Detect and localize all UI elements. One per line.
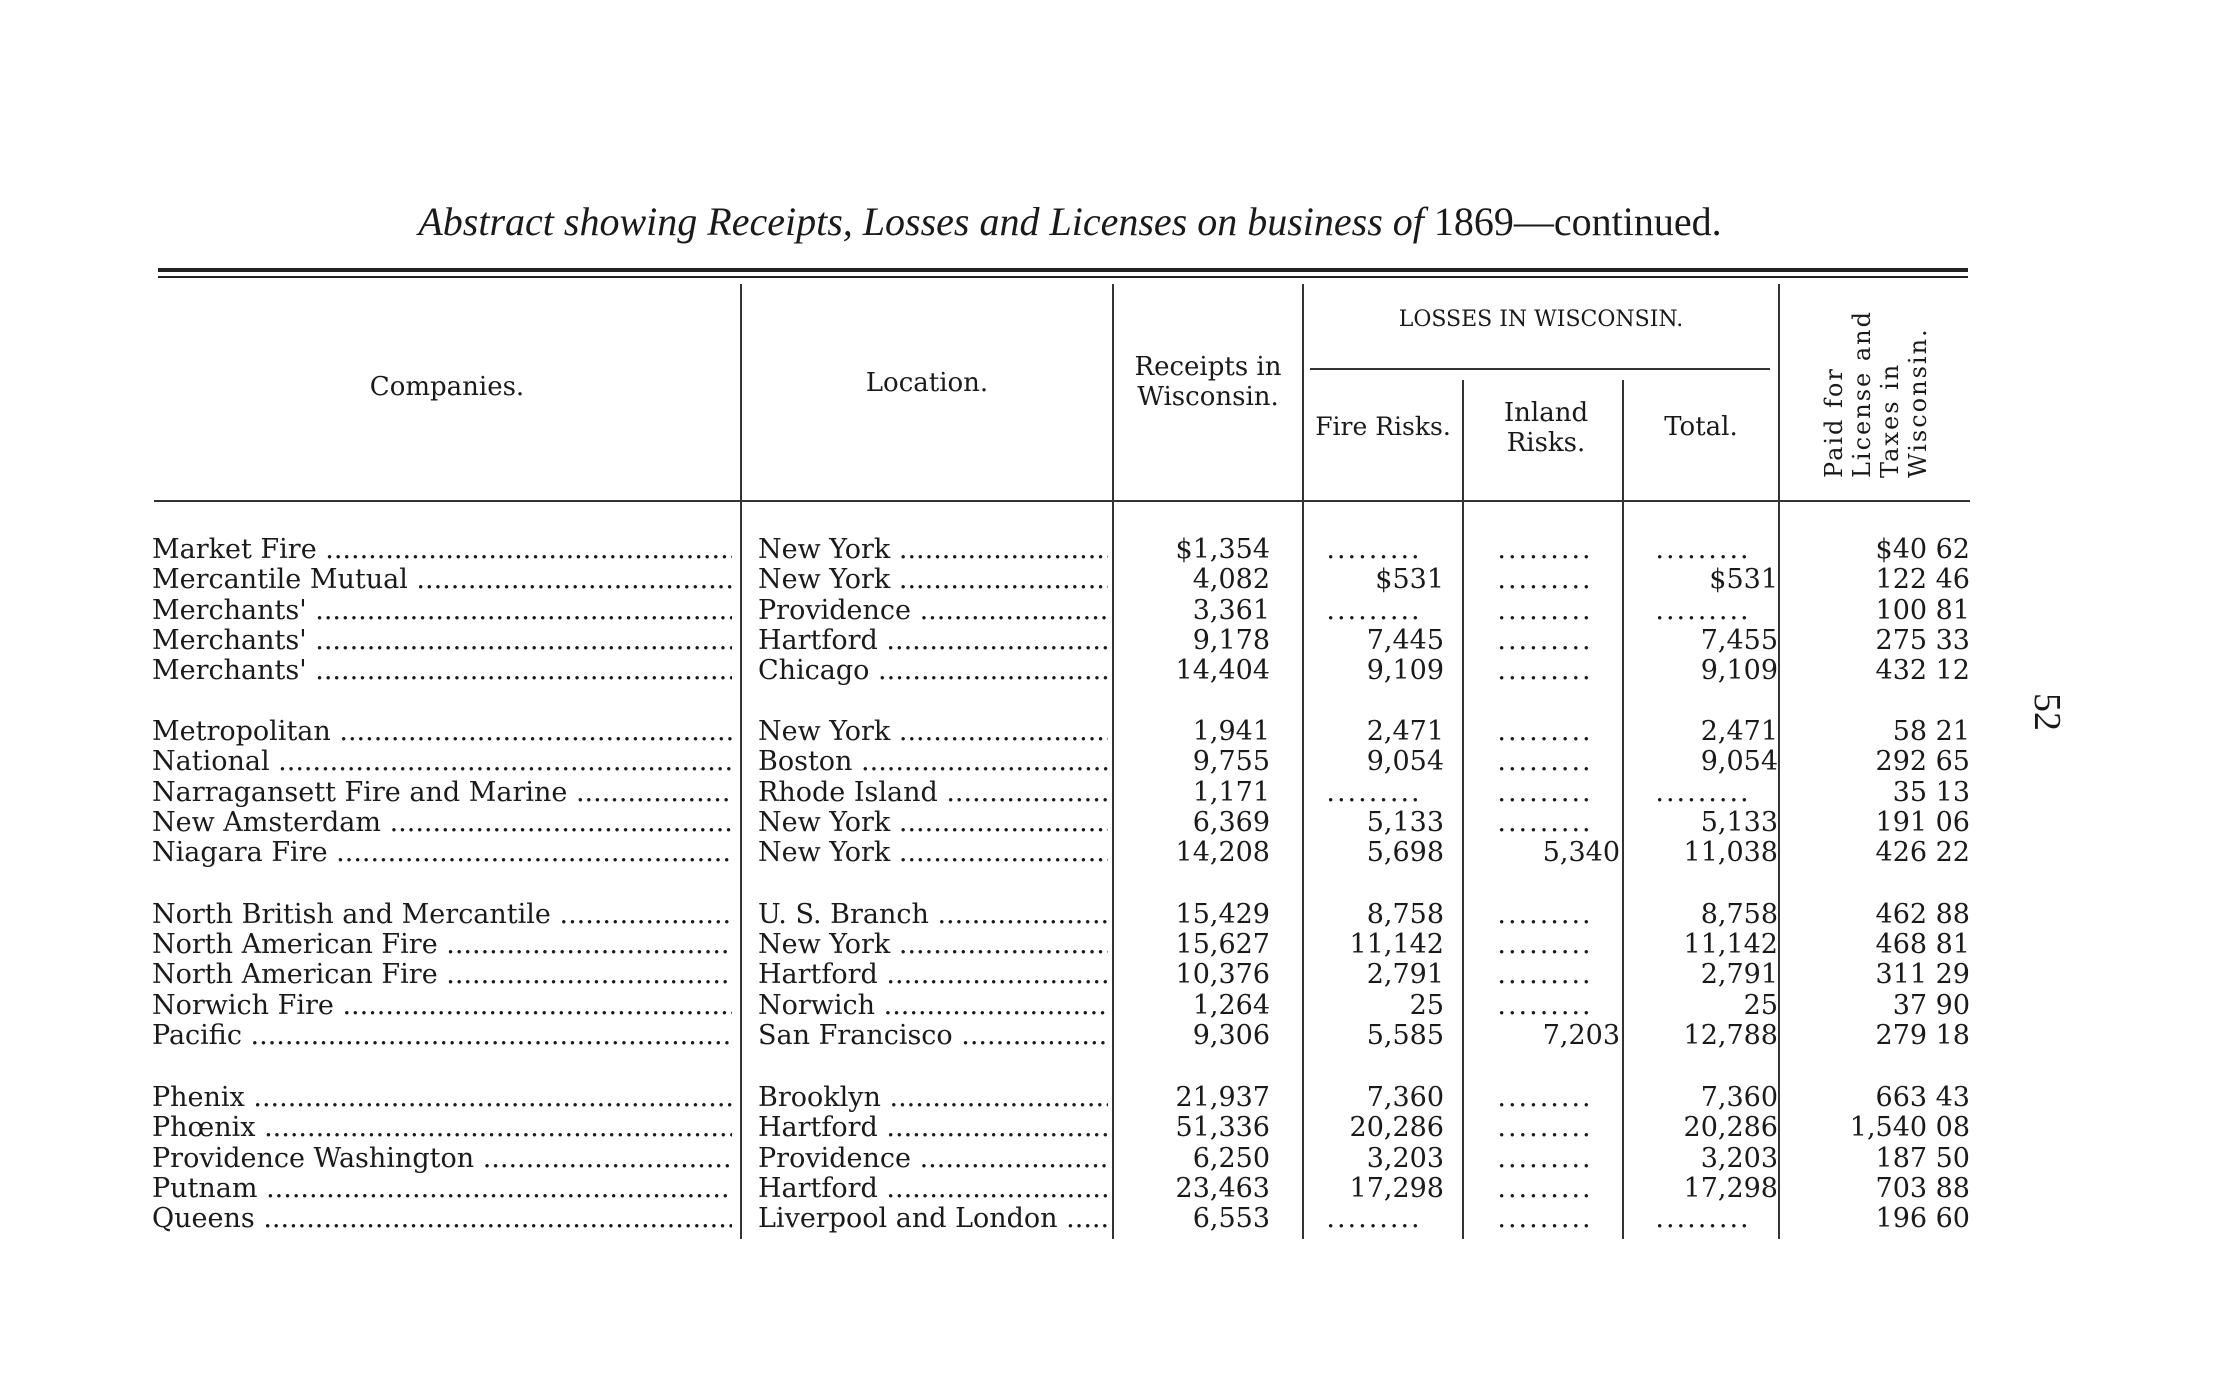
fire-risks-value: 17,298 <box>1349 1174 1444 1204</box>
total-value: ......... <box>1655 1204 1751 1234</box>
paid-value: 275 33 <box>1875 626 1970 656</box>
total-value: 7,455 <box>1700 626 1778 656</box>
inland-risks-value: ......... <box>1497 1204 1593 1234</box>
company-name: Phœnix ..... <box>152 1113 732 1143</box>
company-location: Hartford ..... <box>758 960 1108 990</box>
table-row <box>0 626 2222 656</box>
company-name: Norwich Fire ..... <box>152 991 732 1021</box>
receipts-value: 15,429 <box>1175 900 1270 930</box>
total-value: 2,471 <box>1700 717 1778 747</box>
fire-risks-value: ......... <box>1326 1204 1422 1234</box>
company-name: Putnam ..... <box>152 1174 732 1204</box>
company-name: North British and Mercantile ..... <box>152 900 732 930</box>
fire-risks-value: 9,054 <box>1366 747 1444 777</box>
receipts-value: 6,250 <box>1192 1144 1270 1174</box>
table-row <box>0 1174 2222 1204</box>
fire-risks-value: 11,142 <box>1349 930 1444 960</box>
receipts-value: 1,941 <box>1192 717 1270 747</box>
header-inland-risks: Inland Risks. <box>1503 398 1589 458</box>
receipts-value: 21,937 <box>1175 1083 1270 1113</box>
paid-value: 187 50 <box>1875 1144 1970 1174</box>
inland-risks-value: ......... <box>1497 808 1593 838</box>
top-rule <box>158 268 1968 272</box>
paid-value: 462 88 <box>1875 900 1970 930</box>
table-row <box>0 535 2222 565</box>
company-location: Providence ..... <box>758 1144 1108 1174</box>
fire-risks-value: 5,585 <box>1366 1021 1444 1051</box>
paid-value: 311 29 <box>1875 960 1970 990</box>
fire-risks-value: ......... <box>1326 535 1422 565</box>
company-name: Phenix ..... <box>152 1083 732 1113</box>
company-name: Metropolitan ..... <box>152 717 732 747</box>
table-row <box>0 960 2222 990</box>
inland-risks-value: ......... <box>1497 717 1593 747</box>
company-location: Hartford ..... <box>758 1174 1108 1204</box>
company-location: Hartford ..... <box>758 1113 1108 1143</box>
title-italic: Abstract showing Receipts, Losses and Licenses on business of <box>418 199 1424 244</box>
fire-risks-value: 3,203 <box>1366 1144 1444 1174</box>
fire-risks-value: 2,791 <box>1366 960 1444 990</box>
company-location: New York ..... <box>758 930 1108 960</box>
paid-value: 191 06 <box>1875 808 1970 838</box>
receipts-value: 9,306 <box>1192 1021 1270 1051</box>
total-value: 11,142 <box>1683 930 1778 960</box>
total-value: 7,360 <box>1700 1083 1778 1113</box>
company-name: Pacific ..... <box>152 1021 732 1051</box>
total-value: 8,758 <box>1700 900 1778 930</box>
paid-value: 279 18 <box>1875 1021 1970 1051</box>
company-location: U. S. Branch ..... <box>758 900 1108 930</box>
fire-risks-value: 2,471 <box>1366 717 1444 747</box>
fire-risks-value: 5,698 <box>1366 838 1444 868</box>
paid-value: 1,540 08 <box>1849 1113 1970 1143</box>
table-row <box>0 900 2222 930</box>
inland-risks-value: ......... <box>1497 596 1593 626</box>
total-value: 25 <box>1743 991 1778 1021</box>
fire-risks-value: 7,360 <box>1366 1083 1444 1113</box>
table-row <box>0 717 2222 747</box>
company-name: Narragansett Fire and Marine ..... <box>152 778 732 808</box>
table-row <box>0 930 2222 960</box>
inland-risks-value: ......... <box>1497 1113 1593 1143</box>
fire-risks-value: ......... <box>1326 778 1422 808</box>
table-row <box>0 1113 2222 1143</box>
total-value: 2,791 <box>1700 960 1778 990</box>
header-losses-group: LOSSES IN WISCONSIN. <box>1398 307 1684 332</box>
total-value: 5,133 <box>1700 808 1778 838</box>
header-receipts: Receipts in Wisconsin. <box>1134 352 1282 412</box>
header-total: Total. <box>1664 412 1738 442</box>
company-location: Chicago ..... <box>758 656 1108 686</box>
receipts-value: 14,404 <box>1175 656 1270 686</box>
fire-risks-value: ......... <box>1326 596 1422 626</box>
inland-risks-value: ......... <box>1497 747 1593 777</box>
paid-value: $40 62 <box>1875 535 1970 565</box>
total-value: $531 <box>1709 565 1778 595</box>
company-location: Liverpool and London ..... <box>758 1204 1108 1234</box>
receipts-value: 6,369 <box>1192 808 1270 838</box>
page-title <box>0 198 2140 245</box>
inland-risks-value: ......... <box>1497 1174 1593 1204</box>
company-name: Providence Washington ..... <box>152 1144 732 1174</box>
company-name: North American Fire ..... <box>152 930 732 960</box>
paid-value: 468 81 <box>1875 930 1970 960</box>
table-row <box>0 1021 2222 1051</box>
table-row <box>0 808 2222 838</box>
top-rule-thin <box>158 276 1968 278</box>
total-value: ......... <box>1655 535 1751 565</box>
paid-value: 35 13 <box>1892 778 1970 808</box>
inland-risks-value: ......... <box>1497 535 1593 565</box>
paid-value: 432 12 <box>1875 656 1970 686</box>
table-row <box>0 1144 2222 1174</box>
fire-risks-value: 8,758 <box>1366 900 1444 930</box>
header-paid: Paid for License and Taxes in Wisconsin. <box>1820 310 1932 478</box>
inland-risks-value: ......... <box>1497 1144 1593 1174</box>
total-value: 20,286 <box>1683 1113 1778 1143</box>
table-row <box>0 778 2222 808</box>
inland-risks-value: ......... <box>1497 960 1593 990</box>
receipts-value: 51,336 <box>1175 1113 1270 1143</box>
company-location: Hartford ..... <box>758 626 1108 656</box>
losses-group-rule <box>1310 368 1770 370</box>
paid-value: 426 22 <box>1875 838 1970 868</box>
inland-risks-value: ......... <box>1497 778 1593 808</box>
table-row <box>0 596 2222 626</box>
receipts-value: 3,361 <box>1192 596 1270 626</box>
receipts-value: 14,208 <box>1175 838 1270 868</box>
total-value: 17,298 <box>1683 1174 1778 1204</box>
inland-risks-value: ......... <box>1497 991 1593 1021</box>
company-name: North American Fire ..... <box>152 960 732 990</box>
total-value: 11,038 <box>1683 838 1778 868</box>
receipts-value: 1,264 <box>1192 991 1270 1021</box>
inland-risks-value: 7,203 <box>1542 1021 1620 1051</box>
header-bottom-rule <box>154 500 1970 502</box>
receipts-value: 23,463 <box>1175 1174 1270 1204</box>
inland-risks-value: ......... <box>1497 930 1593 960</box>
inland-risks-value: ......... <box>1497 626 1593 656</box>
company-name: New Amsterdam ..... <box>152 808 732 838</box>
receipts-value: 15,627 <box>1175 930 1270 960</box>
company-name: Merchants' ..... <box>152 596 732 626</box>
receipts-value: 9,178 <box>1192 626 1270 656</box>
company-location: San Francisco ..... <box>758 1021 1108 1051</box>
company-name: National ..... <box>152 747 732 777</box>
paid-value: 100 81 <box>1875 596 1970 626</box>
company-location: Brooklyn ..... <box>758 1083 1108 1113</box>
header-fire-risks: Fire Risks. <box>1315 412 1451 441</box>
company-location: New York ..... <box>758 535 1108 565</box>
table-row <box>0 565 2222 595</box>
receipts-value: 6,553 <box>1192 1204 1270 1234</box>
inland-risks-value: ......... <box>1497 656 1593 686</box>
fire-risks-value: 7,445 <box>1366 626 1444 656</box>
paid-value: 292 65 <box>1875 747 1970 777</box>
company-name: Merchants' ..... <box>152 656 732 686</box>
paid-value: 58 21 <box>1892 717 1970 747</box>
fire-risks-value: 9,109 <box>1366 656 1444 686</box>
fire-risks-value: 5,133 <box>1366 808 1444 838</box>
company-location: New York ..... <box>758 838 1108 868</box>
table-row <box>0 747 2222 777</box>
company-name: Market Fire ..... <box>152 535 732 565</box>
table-row <box>0 1204 2222 1234</box>
company-name: Merchants' ..... <box>152 626 732 656</box>
company-name: Niagara Fire ..... <box>152 838 732 868</box>
paid-value: 196 60 <box>1875 1204 1970 1234</box>
total-value: ......... <box>1655 778 1751 808</box>
title-suffix: —continued. <box>1513 199 1722 244</box>
paid-value: 122 46 <box>1875 565 1970 595</box>
company-location: New York ..... <box>758 808 1108 838</box>
total-value: 9,054 <box>1700 747 1778 777</box>
receipts-value: 1,171 <box>1192 778 1270 808</box>
company-location: Boston ..... <box>758 747 1108 777</box>
table-row <box>0 1083 2222 1113</box>
company-name: Queens ..... <box>152 1204 732 1234</box>
receipts-value: 4,082 <box>1192 565 1270 595</box>
company-location: New York ..... <box>758 717 1108 747</box>
table-row <box>0 656 2222 686</box>
company-location: Norwich ..... <box>758 991 1108 1021</box>
total-value: ......... <box>1655 596 1751 626</box>
paid-value: 703 88 <box>1875 1174 1970 1204</box>
total-value: 3,203 <box>1700 1144 1778 1174</box>
paid-value: 37 90 <box>1892 991 1970 1021</box>
page-number: 52 <box>2026 693 2068 731</box>
company-location: Providence ..... <box>758 596 1108 626</box>
company-location: Rhode Island ..... <box>758 778 1108 808</box>
receipts-value: 9,755 <box>1192 747 1270 777</box>
fire-risks-value: 25 <box>1409 991 1444 1021</box>
fire-risks-value: $531 <box>1375 565 1444 595</box>
inland-risks-value: ......... <box>1497 1083 1593 1113</box>
inland-risks-value: ......... <box>1497 565 1593 595</box>
inland-risks-value: ......... <box>1497 900 1593 930</box>
fire-risks-value: 20,286 <box>1349 1113 1444 1143</box>
table-row <box>0 838 2222 868</box>
company-location: New York ..... <box>758 565 1108 595</box>
company-name: Mercantile Mutual ..... <box>152 565 732 595</box>
table-row <box>0 991 2222 1021</box>
header-location: Location. <box>865 368 989 398</box>
total-value: 9,109 <box>1700 656 1778 686</box>
total-value: 12,788 <box>1683 1021 1778 1051</box>
receipts-value: 10,376 <box>1175 960 1270 990</box>
title-year: 1869 <box>1433 199 1514 244</box>
paid-value: 663 43 <box>1875 1083 1970 1113</box>
inland-risks-value: 5,340 <box>1542 838 1620 868</box>
receipts-value: $1,354 <box>1175 535 1270 565</box>
header-companies: Companies. <box>369 372 525 402</box>
